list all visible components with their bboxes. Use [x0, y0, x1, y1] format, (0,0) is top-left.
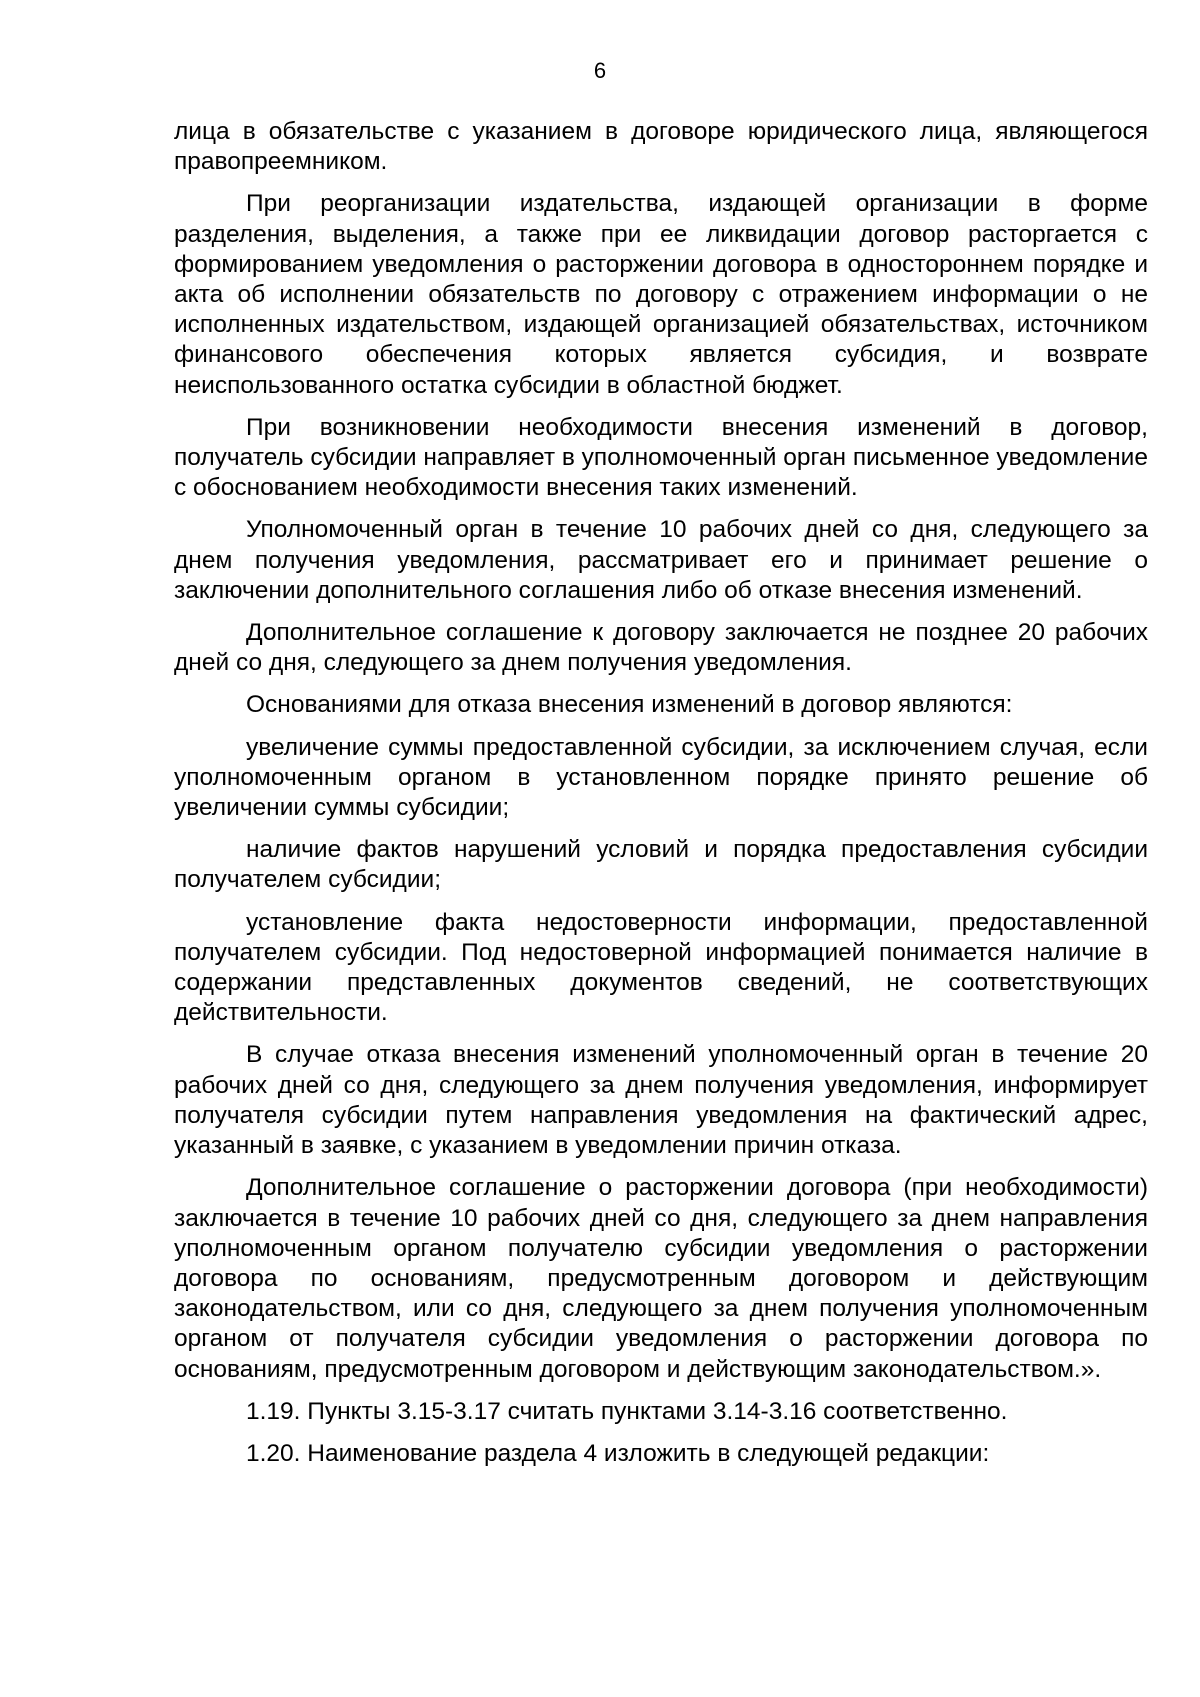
paragraph-reorganization: При реорганизации издательства, издающей организации в форме разделения, выделения, а также при ее ликвидации договор расторгается с формированием уведомления о расторжении договора в одностороннем порядке и акта об исполнении обязательств по договору с отражением информации о не исполненных издательством, издающей организацией обязательствах, источником финансового обеспечения которых является субсидия, и возврате неиспользованного остатка субсидии в областной бюджет.: [174, 190, 1148, 399]
paragraph-refusal-grounds: Основаниями для отказа внесения изменений в договор являются:: [246, 691, 1013, 719]
paragraph-refusal-notice: В случае отказа внесения изменений уполномоченный орган в течение 20 рабочих дней со дня, следующего за днем получения уведомления, информирует получателя субсидии путем направления уведомления на фактический адрес, указанный в заявке, с указанием в уведомлении причин отказа.: [174, 1041, 1148, 1160]
paragraph-item-1-19: 1.19. Пункты 3.15-3.17 считать пунктами 3.14-3.16 соответственно.: [246, 1397, 1008, 1425]
page-number: 6: [593, 58, 607, 83]
paragraph-additional-agreement: Дополнительное соглашение к договору заключается не позднее 20 рабочих дней со дня, следующего за днем получения уведомления.: [174, 619, 1148, 677]
paragraph-ground-increase: увеличение суммы предоставленной субсидии, за исключением случая, если уполномоченным органом в установленном порядке принято решение об увеличении суммы субсидии;: [174, 733, 1148, 822]
paragraph-ground-false-info: установление факта недостоверности информации, предоставленной получателем субсидии. Под недостоверной информацией понимается наличие в содержании представленных документов сведений, не соответствующих действительности.: [174, 908, 1148, 1027]
document-body: [174, 117, 1148, 1481]
paragraph-termination-agreement: Дополнительное соглашение о расторжении договора (при необходимости) заключается в течение 10 рабочих дней со дня, следующего за днем направления уполномоченным органом получателю субсидии уведомления о расторжении договора по основаниям, предусмотренным договором и действующим законодательством, или со дня, следующего за днем получения уполномоченным органом от получателя субсидии уведомления о расторжении договора по основаниям, предусмотренным договором и действующим законодательством.».: [174, 1174, 1148, 1383]
paragraph-ground-violations: наличие фактов нарушений условий и порядка предоставления субсидии получателем субсидии;: [174, 836, 1148, 894]
paragraph-item-1-20: 1.20. Наименование раздела 4 изложить в следующей редакции:: [246, 1439, 990, 1467]
paragraph-changes-need: При возникновении необходимости внесения изменений в договор, получатель субсидии направляет в уполномоченный орган письменное уведомление с обоснованием необходимости внесения таких изменений.: [174, 413, 1148, 502]
paragraph-authority-review: Уполномоченный орган в течение 10 рабочих дней со дня, следующего за днем получения уведомления, рассматривает его и принимает решение о заключении дополнительного соглашения либо об отказе внесения изменений.: [174, 516, 1148, 604]
paragraph-continuation: лица в обязательстве с указанием в договоре юридического лица, являющегося правопреемником.: [174, 118, 1148, 176]
